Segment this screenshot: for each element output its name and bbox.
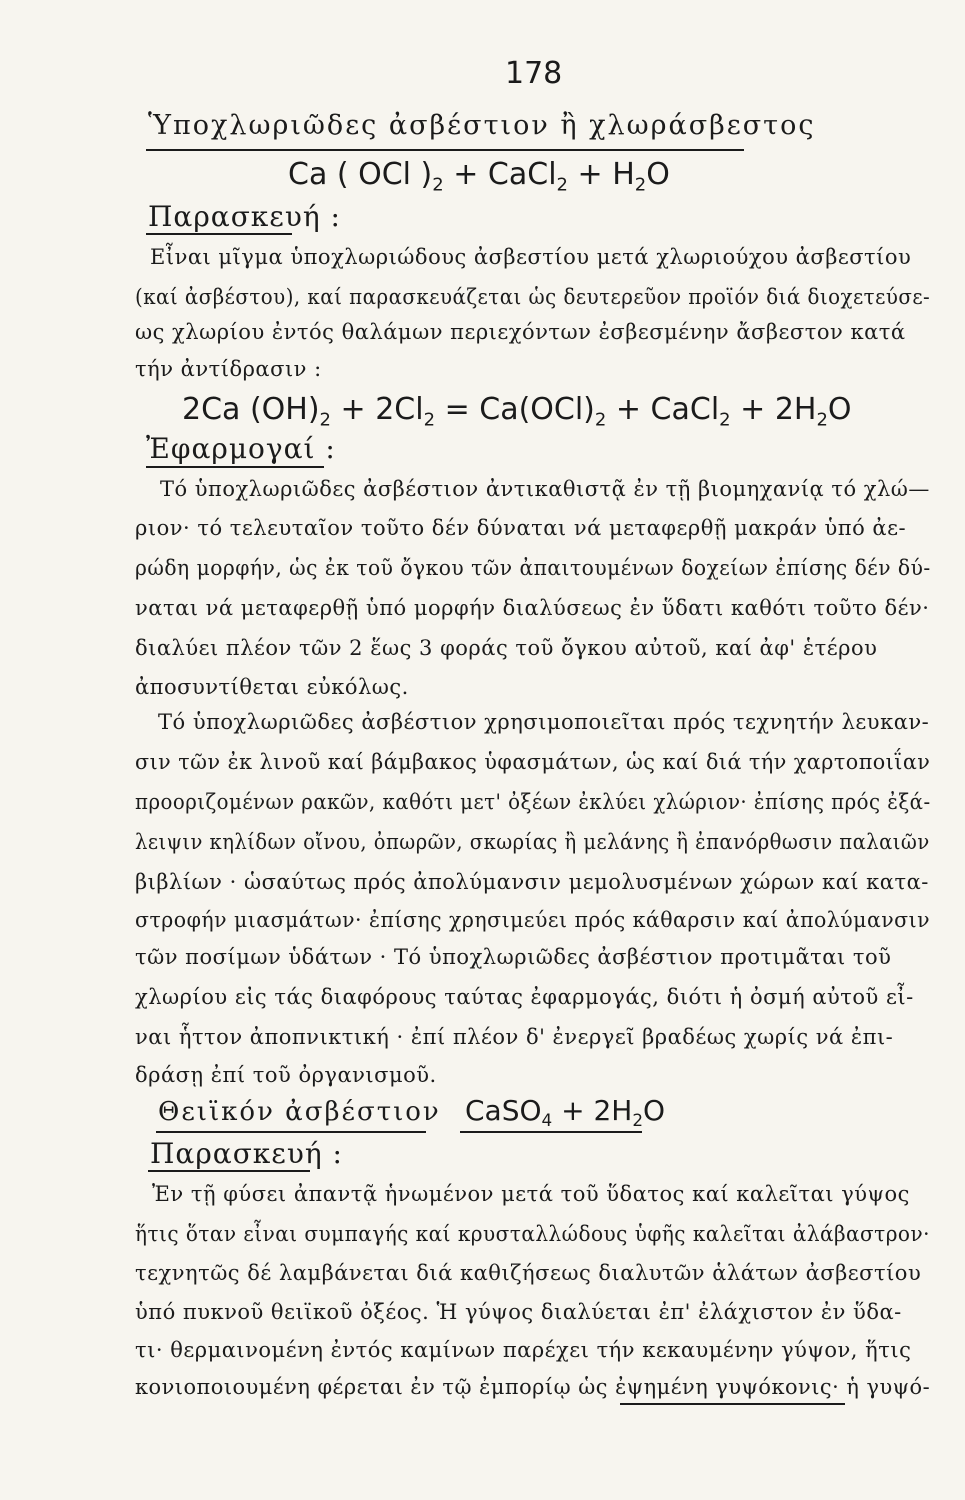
- heading-calcium-sulfate: Θειϊκόν ἀσβέστιον: [158, 1097, 441, 1127]
- heading-hypochlorite: Ὑποχλωριῶδες ἀσβέστιον ἢ χλωράσβεστος: [148, 110, 816, 141]
- text-line: λειψιν κηλίδων οἴνου, ὀπωρῶν, σκωρίας ἢ μελάνης ἢ ἐπανόρθωσιν παλαιῶν: [135, 830, 930, 854]
- text-line: τεχνητῶς δέ λαμβάνεται διά καθιζήσεως διαλυτῶν ἁλάτων ἀσβεστίου: [135, 1261, 922, 1285]
- text-line: Εἶναι μῖγμα ὑποχλωριώδους ἀσβεστίου μετά χλωριούχου ἀσβεστίου: [150, 245, 912, 269]
- text-line: ως χλωρίου ἐντός θαλάμων περιεχόντων ἐσβεσμένην ἄσβεστον κατά: [135, 320, 906, 344]
- text-line: βιβλίων · ὡσαύτως πρός ἀπολύμανσιν μεμολυσμένων χώρων καί κατα-: [135, 870, 929, 894]
- text-line: ἥτις ὅταν εἶναι συμπαγής καί κρυσταλλώδους ὑφῆς καλεῖται ἀλάβαστρον·: [135, 1222, 930, 1246]
- page-number: 178: [505, 56, 563, 91]
- section-underline: [146, 233, 292, 235]
- text-line: (καί ἀσβέστου), καί παρασκευάζεται ὡς δευτερεῦον προϊόν διά διοχετεύσε-: [135, 285, 931, 309]
- text-line: ναται νά μεταφερθῇ ὑπό μορφήν διαλύσεως ἐν ὕδατι καθότι τοῦτο δέν·: [135, 596, 930, 620]
- term-underline: [620, 1403, 845, 1405]
- text-line: ναι ἧττον ἀποπνικτική · ἐπί πλέον δ' ἐνεργεῖ βραδέως χωρίς νά ἐπι-: [135, 1025, 894, 1049]
- text-line: Τό ὑποχλωριῶδες ἀσβέστιον ἀντικαθιστᾷ ἐν τῇ βιομηχανίᾳ τό χλώ—: [160, 477, 930, 501]
- text-line: ἀποσυντίθεται εὐκόλως.: [135, 675, 409, 699]
- section-applications: Ἐφαρμογαί :: [146, 432, 336, 465]
- formula-underline: [460, 1131, 642, 1133]
- text-line: τήν ἀντίδρασιν :: [135, 357, 322, 381]
- formula-reaction: 2Ca $(OH)_2 + 2Cl_2 = Ca(OCl)_2$ + CaCl$_2$ + $2H_2O$: [182, 392, 852, 431]
- text-line: τι· θερμαινομένη ἐντός καμίνων παρέχει τήν κεκαυμένην γύψον, ἥτις: [135, 1338, 912, 1362]
- text-line: κονιοποιουμένη φέρεται ἐν τῷ ἐμπορίῳ ὡς ἐψημένη γυψόκονις· ἡ γυψό-: [135, 1375, 931, 1399]
- formula-bleaching-powder: Ca ( OCl )$_2$ + CaCl$_2$ + $H_2O$: [288, 157, 670, 196]
- text-line: στροφήν μιασμάτων· ἐπίσης χρησιμεύει πρός κάθαρσιν καί ἀπολύμανσιν: [135, 908, 931, 932]
- text-line: σιν τῶν ἐκ λινοῦ καί βάμβακος ὑφασμάτων, ὡς καί διά τήν χαρτοποιΐαν: [135, 750, 931, 774]
- heading-underline: [146, 149, 744, 151]
- text-line: δράσῃ ἐπί τοῦ ὀργανισμοῦ.: [135, 1063, 437, 1087]
- text-line: ρώδη μορφήν, ὡς ἐκ τοῦ ὄγκου τῶν ἀπαιτουμένων δοχείων ἐπίσης δέν δύ-: [135, 556, 931, 580]
- section-preparation-2: Παρασκευή :: [150, 1137, 343, 1170]
- text-line: χλωρίου εἰς τάς διαφόρους ταύτας ἐφαρμογάς, διότι ἡ ὀσμή αὐτοῦ εἶ-: [135, 985, 914, 1009]
- formula-gypsum: CaSO$_4$ + $2H_2O$: [465, 1094, 666, 1130]
- text-line: διαλύει πλέον τῶν 2 ἕως 3 φοράς τοῦ ὄγκου αὐτοῦ, καί ἀφ' ἑτέρου: [135, 636, 878, 660]
- heading-underline: [156, 1131, 426, 1133]
- text-line: προοριζομένων ρακῶν, καθότι μετ' ὀξέων ἐκλύει χλώριον· ἐπίσης πρός ἐξά-: [135, 790, 931, 814]
- section-underline: [148, 1170, 310, 1172]
- section-underline: [146, 466, 324, 468]
- text-line: Ἐν τῇ φύσει ἀπαντᾷ ἡνωμένον μετά τοῦ ὕδατος καί καλεῖται γύψος: [152, 1182, 910, 1206]
- text-line: τῶν ποσίμων ὑδάτων · Τό ὑποχλωριῶδες ἀσβέστιον προτιμᾶται τοῦ: [135, 945, 892, 969]
- text-line: ὑπό πυκνοῦ θειϊκοῦ ὀξέος. Ἡ γύψος διαλύεται ἐπ' ἐλάχιστον ἐν ὕδα-: [135, 1300, 902, 1324]
- section-preparation: Παρασκευή :: [148, 200, 341, 233]
- text-line: Τό ὑποχλωριῶδες ἀσβέστιον χρησιμοποιεῖται πρός τεχνητήν λευκαν-: [158, 710, 930, 734]
- text-line: ριον· τό τελευταῖον τοῦτο δέν δύναται νά μεταφερθῇ μακράν ὑπό ἀε-: [135, 516, 907, 540]
